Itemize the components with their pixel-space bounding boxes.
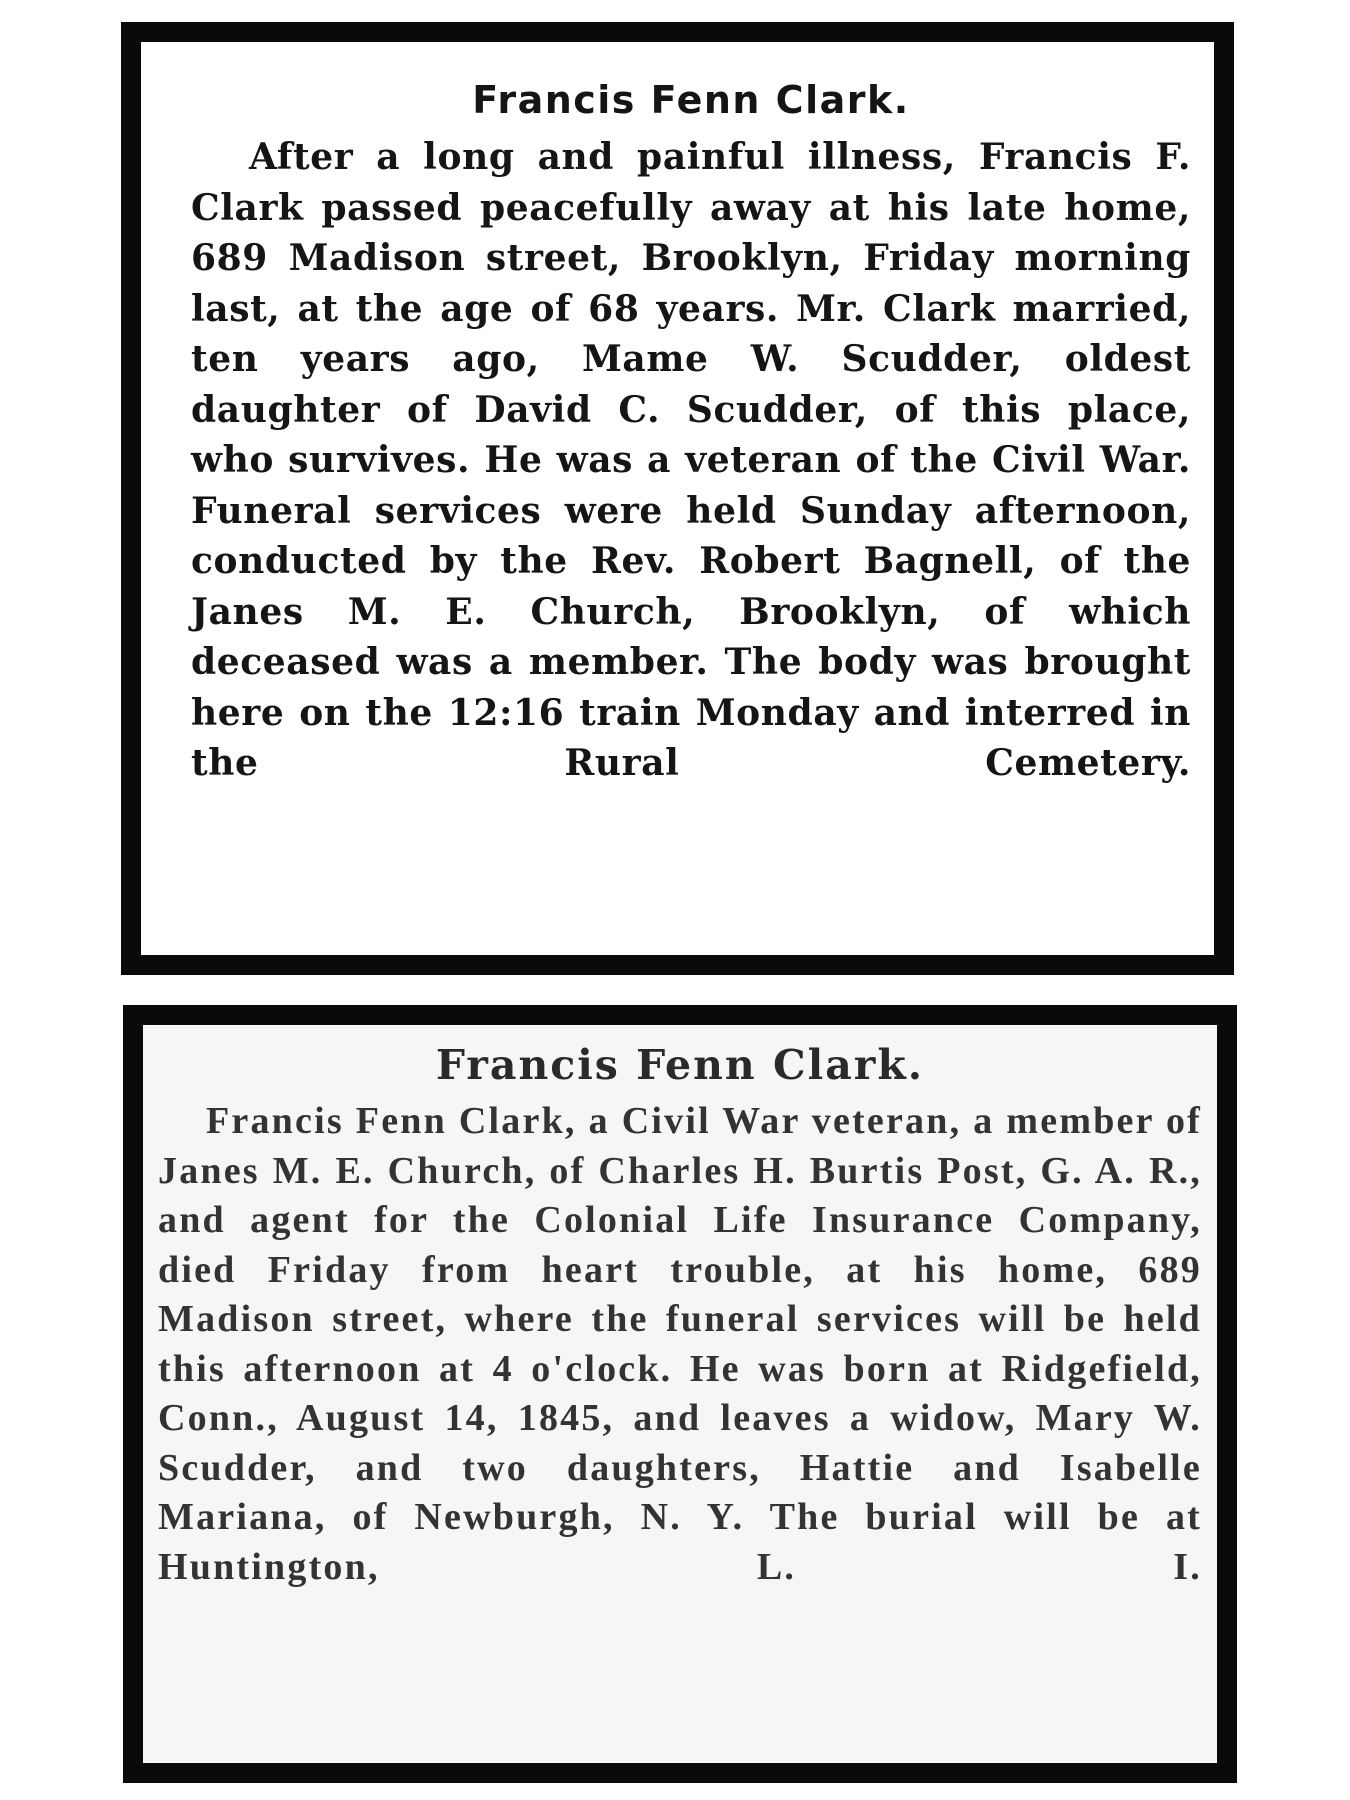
- obituary-clipping-1: [121, 22, 1234, 975]
- clipping-2-content: [158, 1037, 1202, 1592]
- clipping-2-headline: Francis Fenn Clark.: [435, 1041, 925, 1089]
- clipping-1-headline: Francis Fenn Clark.: [472, 78, 910, 122]
- clipping-1-content: [191, 70, 1191, 789]
- clipping-2-body-text: Francis Fenn Clark, a Civil War veteran, a member of Janes M. E. Church, of Charles H. Burtis Post, G. A. R., and agent for the Colonial Life Insurance Company, died Friday from heart trouble, at his home, 689 Madison street, where the funeral services will be held this afternoon at 4 o'clock. He was born at Ridgefield, Conn., August 14, 1845, and leaves a widow, Mary W. Scudder, and two daughters, Hattie and Isabelle Mariana, of Newburgh, N. Y. The burial will be at Huntington, L. I.: [158, 1100, 1202, 1588]
- obituary-clipping-2: [123, 1005, 1237, 1783]
- clipping-1-body-text: After a long and painful illness, Francis F. Clark passed peacefully away at his late home, 689 Madison street, Brooklyn, Friday morning last, at the age of 68 years. Mr. Clark married, ten years ago, Mame W. Scudder, oldest daughter of David C. Scudder, of this place, who survives. He was a veteran of the Civil War. Funeral services were held Sunday afternoon, conducted by the Rev. Robert Bagnell, of the Janes M. E. Church, Brooklyn, of which deceased was a member. The body was brought here on the 12:16 train Monday and interred in the Rural Cemetery.: [191, 136, 1191, 784]
